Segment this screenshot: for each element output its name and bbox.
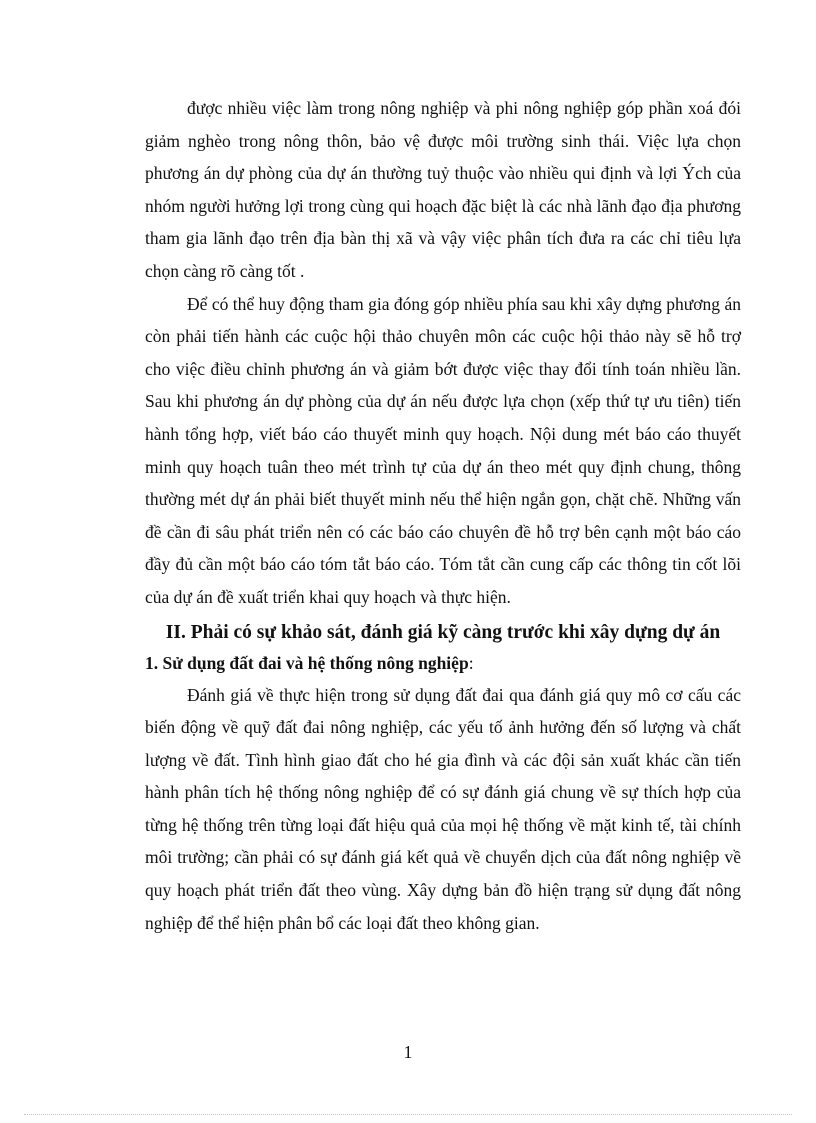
subsection-heading — [145, 647, 741, 679]
page-number: 1 — [403, 1042, 413, 1062]
subsection-heading-text: 1. Sử dụng đất đai và hệ thống nông nghiệp — [145, 652, 469, 673]
paragraph: được nhiều việc làm trong nông nghiệp và phi nông nghiệp góp phần xoá đói giảm nghèo trong nông thôn, bảo vệ được môi trường sinh thái. Việc lựa chọn phương án dự phòng của dự án thường tuỷ thuộc vào nhiều qui định và lợi Ých của nhóm người hưởng lợi trong cùng qui hoạch đặc biệt là các nhà lãnh đạo địa phương tham gia lãnh đạo trên địa bàn thị xã và vậy việc phân tích đưa ra các chỉ tiêu lựa chọn càng rõ càng tốt . — [145, 98, 741, 281]
paragraph: Đánh giá về thực hiện trong sử dụng đất đai qua đánh giá quy mô cơ cấu các biến động về quỹ đất đai nông nghiệp, các yếu tố ảnh hưởng đến số lượng và chất lượng về đất. Tình hình giao đất cho hé gia đình và các đội sản xuất khác cần tiến hành phân tích hệ thống nông nghiệp để có sự đánh giá chung về sự thích hợp của từng hệ thống trên từng loại đất hiệu quả của mọi hệ thống về mặt kinh tế, tài chính môi trường; cần phải có sự đánh giá kết quả về chuyển dịch của đất nông nghiệp về quy hoạch phát triển đất theo vùng. Xây dựng bản đồ hiện trạng sử dụng đất nông nghiệp để thể hiện phân bổ các loại đất theo không gian. — [145, 684, 741, 933]
paragraph: Để có thể huy động tham gia đóng góp nhiều phía sau khi xây dựng phương án còn phải tiến hành các cuộc hội thảo chuyên môn các cuộc hội thảo này sẽ hỗ trợ cho việc điều chỉnh phương án và giảm bớt được việc thay đổi tính toán nhiều lần. Sau khi phương án dự phòng của dự án nếu được lựa chọn (xếp thứ tự ưu tiên) tiến hành tổng hợp, viết báo cáo thuyết minh quy hoạch. Nội dung mét báo cáo thuyết minh quy hoạch tuân theo mét trình tự của dự án theo mét quy định chung, thông thường mét dự án phải biết thuyết minh nếu thể hiện ngắn gọn, chặt chẽ. Những vấn đề cần đi sâu phát triển nên có các báo cáo chuyên đề hỗ trợ bên cạnh một báo cáo đầy đủ cần một báo cáo tóm tắt báo cáo. Tóm tắt cần cung cấp các thông tin cốt lõi của dự án đề xuất triển khai quy hoạch và thực hiện. — [145, 293, 741, 607]
document-body — [145, 92, 741, 939]
subsection-heading-colon: : — [468, 652, 474, 673]
section-heading: II. Phải có sự khảo sát, đánh giá kỹ càng trước khi xây dựng dự án — [165, 621, 721, 643]
page-bottom-divider — [24, 1114, 792, 1115]
